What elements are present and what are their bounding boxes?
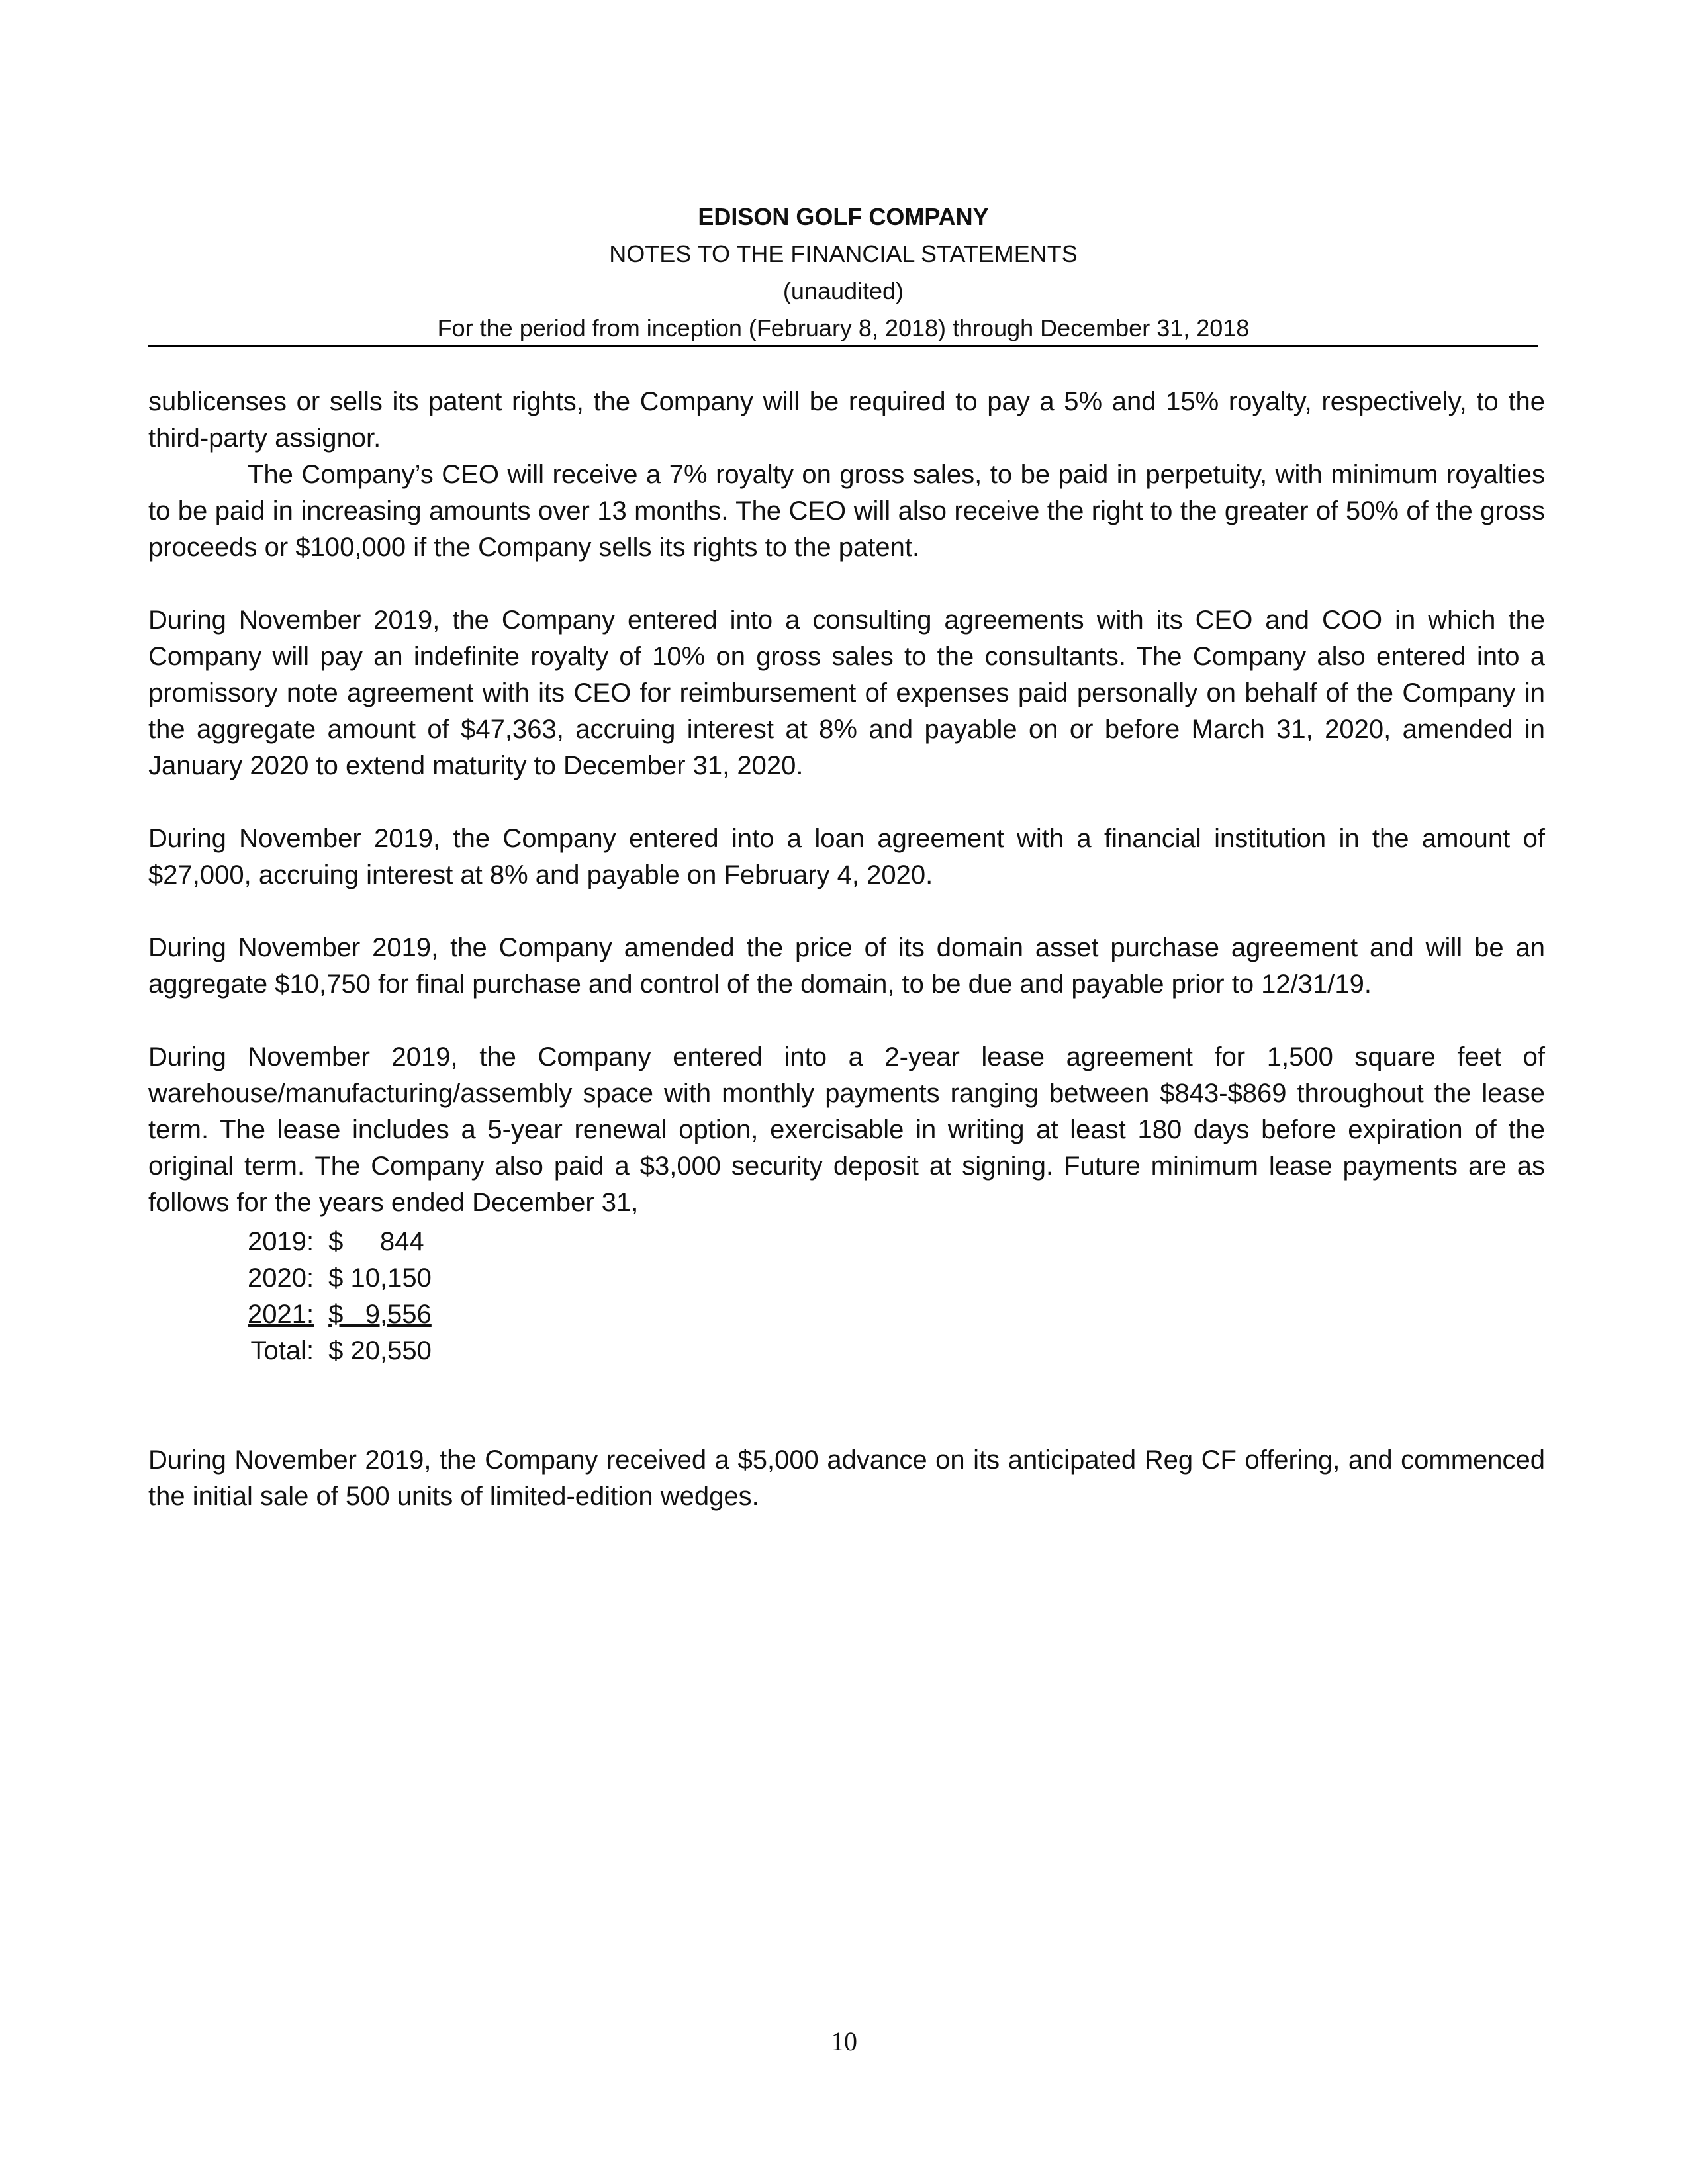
- paragraph-consulting-agreements: During November 2019, the Company entered into a consulting agreements with its CEO and COO in which the Company will pay an indefinite royalty of 10% on gross sales to the consultants. The Company also entered into a promissory note agreement with its CEO for reimbursement of expenses paid personally on behalf of the Company in the aggregate amount of $47,363, accruing interest at 8% and payable on or before March 31, 2020, amended in January 2020 to extend maturity to December 31, 2020.: [148, 606, 1545, 780]
- table-row: [248, 1297, 432, 1333]
- page-number: 10: [831, 2026, 857, 2056]
- paragraph-patent-sublicense: sublicenses or sells its patent rights, the Company will be required to pay a 5% and 15% royalty, respectively, to the third-party assignor.: [148, 387, 1545, 453]
- paragraph-loan-agreement: During November 2019, the Company entered into a loan agreement with a financial institution in the amount of $27,000, accruing interest at 8% and payable on February 4, 2020.: [148, 824, 1545, 889]
- lease-year-label: 2019:: [248, 1227, 314, 1256]
- paragraph-domain-purchase: During November 2019, the Company amended the price of its domain asset purchase agreement and will be an aggregate $10,750 for final purchase and control of the domain, to be due and payable prior to 12/31/19.: [148, 933, 1545, 999]
- lease-total-amount: $ 20,550: [328, 1336, 432, 1365]
- company-name: EDISON GOLF COMPANY: [698, 203, 989, 230]
- table-row: [248, 1260, 432, 1297]
- paragraph-ceo-royalty: The Company’s CEO will receive a 7% royalty on gross sales, to be paid in perpetuity, with minimum royalties to be paid in increasing amounts over 13 months. The CEO will also receive the right to the greater of 50% of the gross proceeds or $100,000 if the Company sells its rights to the patent.: [148, 460, 1545, 562]
- lease-year-label: 2021:: [248, 1300, 314, 1329]
- lease-year-amount: $ 10,150: [328, 1263, 432, 1293]
- table-row: [248, 1224, 432, 1260]
- lease-total-label: Total:: [250, 1336, 314, 1365]
- lease-year-amount: $ 9,556: [328, 1300, 432, 1329]
- notes-body: [148, 384, 1545, 1515]
- document-header: [148, 199, 1538, 347]
- lease-payment-schedule: [248, 1224, 432, 1369]
- lease-year-amount: $ 844: [328, 1227, 424, 1256]
- audit-status: (unaudited): [782, 277, 904, 304]
- document-title: NOTES TO THE FINANCIAL STATEMENTS: [609, 240, 1078, 267]
- header-divider: [148, 345, 1538, 347]
- reporting-period: For the period from inception (February 8, 2018) through December 31, 2018: [437, 314, 1250, 341]
- paragraph-reg-cf-advance: During November 2019, the Company received a $5,000 advance on its anticipated Reg CF offering, and commenced the initial sale of 500 units of limited-edition wedges.: [148, 1445, 1545, 1511]
- lease-year-label: 2020:: [248, 1263, 314, 1293]
- paragraph-lease-agreement: During November 2019, the Company entered into a 2-year lease agreement for 1,500 square feet of warehouse/manufacturing/assembly space with monthly payments ranging between $843-$869 throughout the lease term. The lease includes a 5-year renewal option, exercisable in writing at least 180 days before expiration of the original term. The Company also paid a $3,000 security deposit at signing. Future minimum lease payments are as follows for the years ended December 31,: [148, 1042, 1545, 1217]
- table-row: [248, 1333, 432, 1369]
